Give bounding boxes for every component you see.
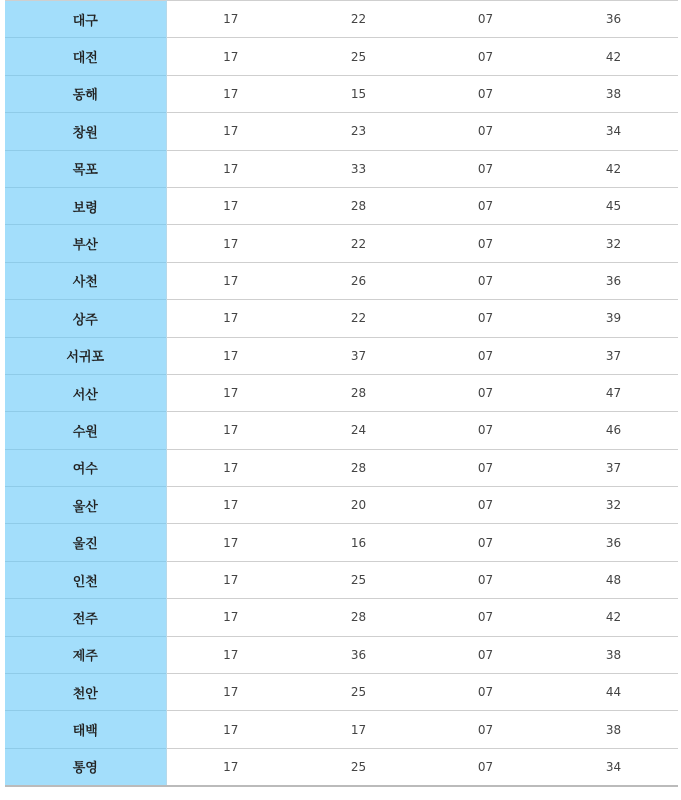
city-name-cell: 인천 — [5, 561, 166, 598]
table-row — [5, 412, 678, 449]
value-cell-col3: 07 — [422, 113, 549, 150]
city-name-cell: 울진 — [5, 524, 166, 561]
value-cell-col1: 17 — [166, 636, 295, 673]
value-cell-col2: 24 — [295, 412, 422, 449]
value-cell-col4: 32 — [549, 487, 678, 524]
value-cell-col2: 28 — [295, 599, 422, 636]
value-cell-col1: 17 — [166, 300, 295, 337]
value-cell-col4: 44 — [549, 674, 678, 711]
value-cell-col2: 22 — [295, 225, 422, 262]
value-cell-col3: 07 — [422, 449, 549, 486]
value-cell-col3: 07 — [422, 674, 549, 711]
value-cell-col1: 17 — [166, 487, 295, 524]
value-cell-col1: 17 — [166, 113, 295, 150]
value-cell-col3: 07 — [422, 337, 549, 374]
city-name-cell: 울산 — [5, 487, 166, 524]
value-cell-col3: 07 — [422, 262, 549, 299]
table-row — [5, 561, 678, 598]
value-cell-col3: 07 — [422, 748, 549, 785]
value-cell-col4: 42 — [549, 150, 678, 187]
value-cell-col3: 07 — [422, 300, 549, 337]
value-cell-col1: 17 — [166, 1, 295, 38]
value-cell-col4: 46 — [549, 412, 678, 449]
table-row — [5, 674, 678, 711]
value-cell-col3: 07 — [422, 711, 549, 748]
value-cell-col3: 07 — [422, 225, 549, 262]
value-cell-col4: 36 — [549, 1, 678, 38]
value-cell-col2: 20 — [295, 487, 422, 524]
value-cell-col2: 37 — [295, 337, 422, 374]
table-row — [5, 300, 678, 337]
value-cell-col4: 32 — [549, 225, 678, 262]
value-cell-col1: 17 — [166, 187, 295, 224]
value-cell-col4: 34 — [549, 113, 678, 150]
value-cell-col4: 36 — [549, 262, 678, 299]
value-cell-col4: 39 — [549, 300, 678, 337]
value-cell-col3: 07 — [422, 374, 549, 411]
value-cell-col4: 38 — [549, 711, 678, 748]
city-name-cell: 여수 — [5, 449, 166, 486]
value-cell-col3: 07 — [422, 561, 549, 598]
table-row — [5, 262, 678, 299]
city-name-cell: 서귀포 — [5, 337, 166, 374]
table-row — [5, 524, 678, 561]
table-row — [5, 38, 678, 75]
table-row — [5, 449, 678, 486]
value-cell-col2: 28 — [295, 374, 422, 411]
value-cell-col3: 07 — [422, 187, 549, 224]
table-row — [5, 636, 678, 673]
value-cell-col1: 17 — [166, 674, 295, 711]
city-name-cell: 부산 — [5, 225, 166, 262]
value-cell-col3: 07 — [422, 599, 549, 636]
value-cell-col3: 07 — [422, 38, 549, 75]
value-cell-col1: 17 — [166, 561, 295, 598]
table-row — [5, 748, 678, 785]
city-name-cell: 태백 — [5, 711, 166, 748]
value-cell-col2: 25 — [295, 748, 422, 785]
value-cell-col2: 23 — [295, 113, 422, 150]
value-cell-col3: 07 — [422, 524, 549, 561]
value-cell-col2: 25 — [295, 561, 422, 598]
value-cell-col1: 17 — [166, 599, 295, 636]
city-name-cell: 통영 — [5, 748, 166, 785]
table-row — [5, 487, 678, 524]
city-name-cell: 목포 — [5, 150, 166, 187]
value-cell-col4: 47 — [549, 374, 678, 411]
city-name-cell: 창원 — [5, 113, 166, 150]
city-name-cell: 보령 — [5, 187, 166, 224]
table-row — [5, 711, 678, 748]
table-row — [5, 337, 678, 374]
city-name-cell: 서산 — [5, 374, 166, 411]
table-row — [5, 225, 678, 262]
value-cell-col3: 07 — [422, 75, 549, 112]
city-data-table — [5, 0, 678, 787]
value-cell-col2: 28 — [295, 449, 422, 486]
value-cell-col1: 17 — [166, 75, 295, 112]
city-name-cell: 제주 — [5, 636, 166, 673]
value-cell-col1: 17 — [166, 225, 295, 262]
table-row — [5, 187, 678, 224]
city-data-table-container — [5, 0, 678, 787]
value-cell-col4: 37 — [549, 449, 678, 486]
value-cell-col1: 17 — [166, 337, 295, 374]
value-cell-col1: 17 — [166, 748, 295, 785]
value-cell-col4: 45 — [549, 187, 678, 224]
value-cell-col2: 22 — [295, 300, 422, 337]
value-cell-col1: 17 — [166, 524, 295, 561]
city-name-cell: 대전 — [5, 38, 166, 75]
city-name-cell: 전주 — [5, 599, 166, 636]
value-cell-col2: 26 — [295, 262, 422, 299]
value-cell-col4: 48 — [549, 561, 678, 598]
value-cell-col2: 25 — [295, 674, 422, 711]
value-cell-col4: 42 — [549, 599, 678, 636]
city-name-cell: 상주 — [5, 300, 166, 337]
value-cell-col3: 07 — [422, 150, 549, 187]
value-cell-col1: 17 — [166, 449, 295, 486]
value-cell-col1: 17 — [166, 262, 295, 299]
value-cell-col4: 38 — [549, 636, 678, 673]
value-cell-col3: 07 — [422, 1, 549, 38]
city-name-cell: 대구 — [5, 1, 166, 38]
value-cell-col4: 37 — [549, 337, 678, 374]
value-cell-col1: 17 — [166, 38, 295, 75]
table-row — [5, 150, 678, 187]
value-cell-col3: 07 — [422, 636, 549, 673]
table-row — [5, 374, 678, 411]
value-cell-col2: 25 — [295, 38, 422, 75]
table-row — [5, 75, 678, 112]
table-row — [5, 113, 678, 150]
table-row — [5, 599, 678, 636]
table-row — [5, 1, 678, 38]
value-cell-col2: 22 — [295, 1, 422, 38]
value-cell-col1: 17 — [166, 150, 295, 187]
value-cell-col1: 17 — [166, 412, 295, 449]
value-cell-col4: 36 — [549, 524, 678, 561]
value-cell-col2: 28 — [295, 187, 422, 224]
value-cell-col3: 07 — [422, 487, 549, 524]
value-cell-col2: 16 — [295, 524, 422, 561]
city-name-cell: 천안 — [5, 674, 166, 711]
value-cell-col2: 15 — [295, 75, 422, 112]
value-cell-col1: 17 — [166, 374, 295, 411]
value-cell-col3: 07 — [422, 412, 549, 449]
value-cell-col2: 36 — [295, 636, 422, 673]
value-cell-col2: 17 — [295, 711, 422, 748]
city-name-cell: 동해 — [5, 75, 166, 112]
city-name-cell: 사천 — [5, 262, 166, 299]
value-cell-col4: 34 — [549, 748, 678, 785]
value-cell-col1: 17 — [166, 711, 295, 748]
city-name-cell: 수원 — [5, 412, 166, 449]
value-cell-col4: 38 — [549, 75, 678, 112]
value-cell-col4: 42 — [549, 38, 678, 75]
value-cell-col2: 33 — [295, 150, 422, 187]
